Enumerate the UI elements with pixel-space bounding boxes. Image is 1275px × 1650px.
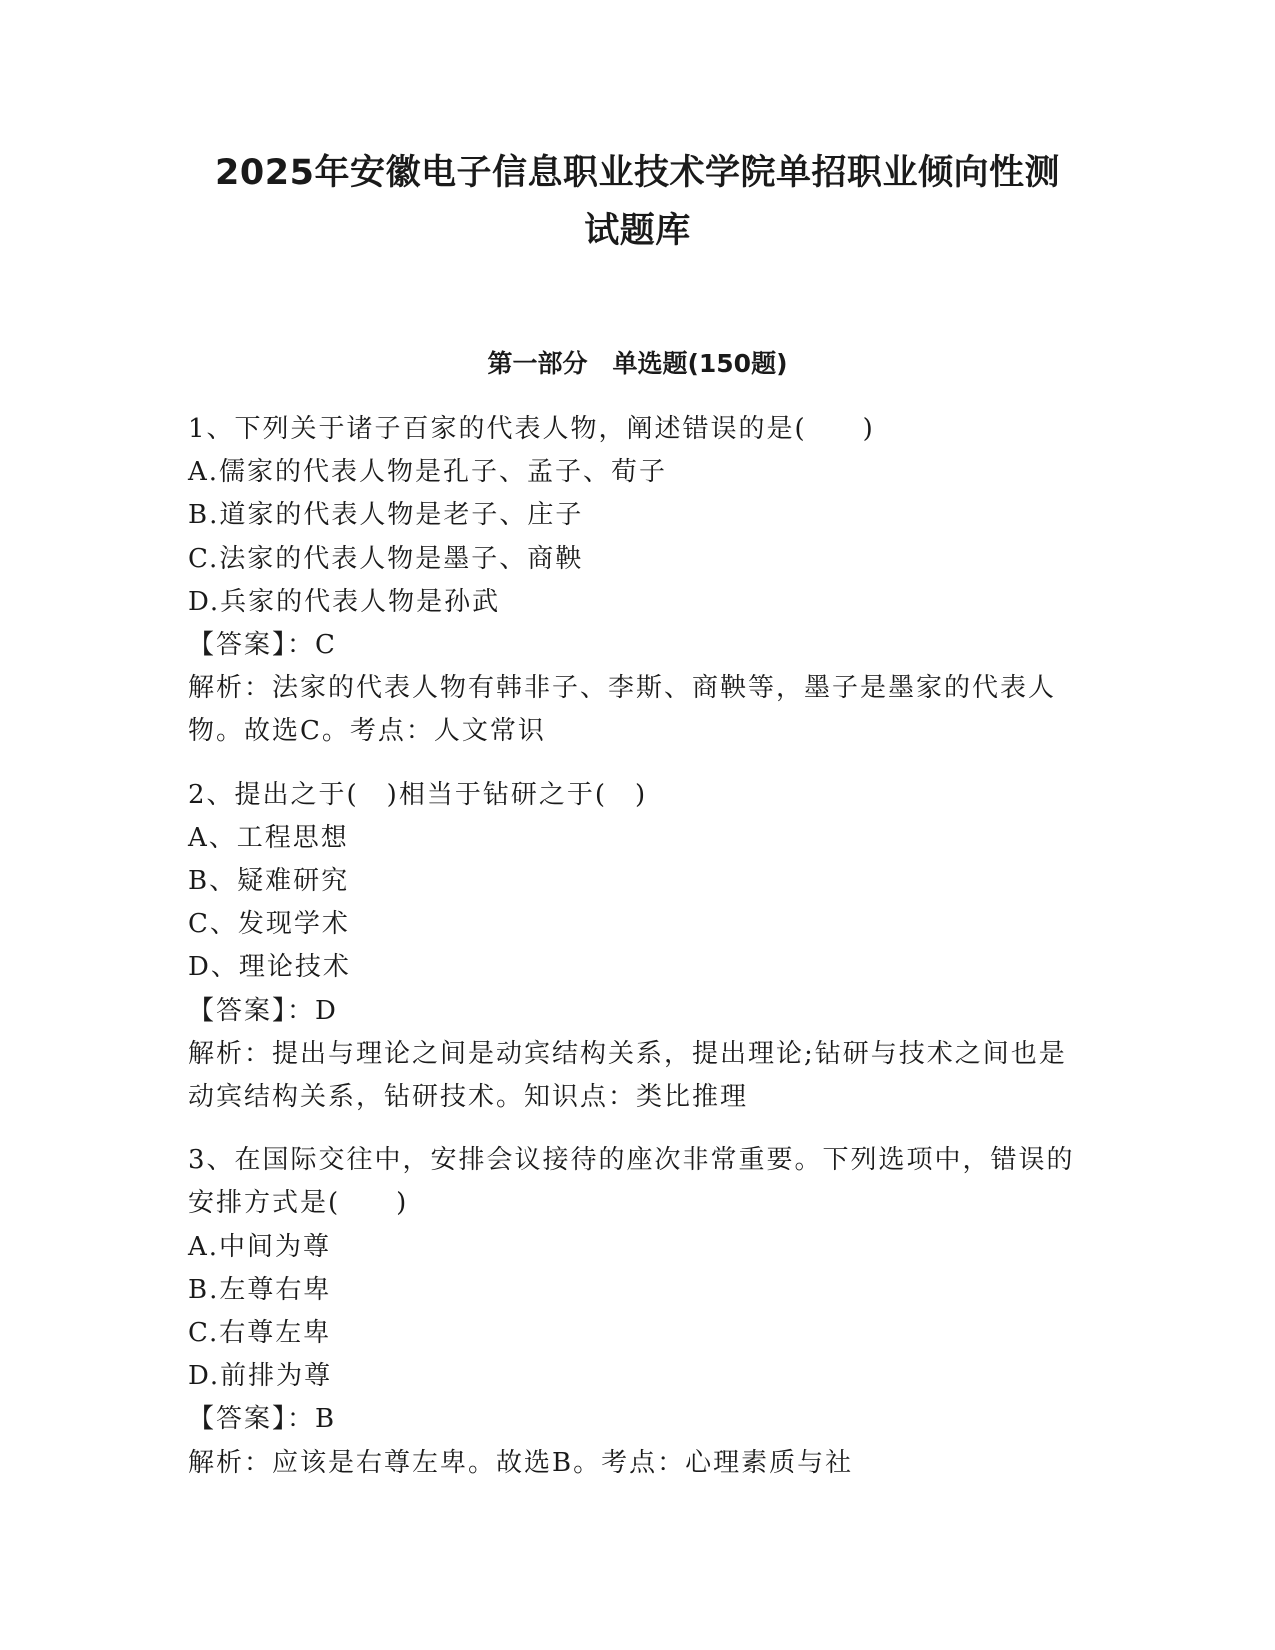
analysis: 解析：法家的代表人物有韩非子、李斯、商鞅等，墨子是墨家的代表人物。故选C。考点：人文常识	[188, 673, 1057, 747]
document-title-line-2: 试题库	[584, 211, 691, 251]
question-1	[188, 408, 1088, 754]
question-stem: 3、在国际交往中，安排会议接待的座次非常重要。下列选项中，错误的安排方式是( )	[188, 1145, 1075, 1219]
question-3	[188, 1139, 1088, 1485]
answer: 【答案】：D	[188, 995, 338, 1026]
option-a: A.儒家的代表人物是孔子、孟子、荀子	[188, 457, 668, 488]
answer: 【答案】：B	[188, 1404, 337, 1435]
analysis: 解析：提出与理论之间是动宾结构关系，提出理论;钻研与技术之间也是动宾结构关系，钻研技术。知识点：类比推理	[188, 1038, 1067, 1113]
document-title	[150, 144, 1125, 260]
option-b: B.左尊右卑	[188, 1274, 332, 1305]
option-c: C.右尊左卑	[188, 1318, 332, 1349]
option-d: D、理论技术	[188, 952, 351, 983]
answer: 【答案】：C	[188, 630, 337, 661]
question-list	[188, 408, 1088, 1505]
option-b: B、疑难研究	[188, 866, 350, 897]
option-c: C、发现学术	[188, 909, 350, 940]
option-a: A.中间为尊	[188, 1231, 332, 1262]
option-d: D.兵家的代表人物是孙武	[188, 586, 501, 617]
question-stem: 1、下列关于诸子百家的代表人物，阐述错误的是( )	[188, 414, 875, 444]
option-d: D.前排为尊	[188, 1361, 333, 1392]
analysis: 解析：应该是右尊左卑。故选B。考点：心理素质与社	[188, 1447, 854, 1478]
option-c: C.法家的代表人物是墨子、商鞅	[188, 543, 584, 574]
question-stem: 2、提出之于( )相当于钻研之于( )	[188, 779, 648, 810]
document-title-line-1: 2025年安徽电子信息职业技术学院单招职业倾向性测	[215, 153, 1060, 193]
section-heading: 第一部分 单选题(150题)	[487, 349, 788, 378]
question-2	[188, 774, 1088, 1120]
option-b: B.道家的代表人物是老子、庄子	[188, 500, 584, 531]
option-a: A、工程思想	[188, 822, 349, 853]
